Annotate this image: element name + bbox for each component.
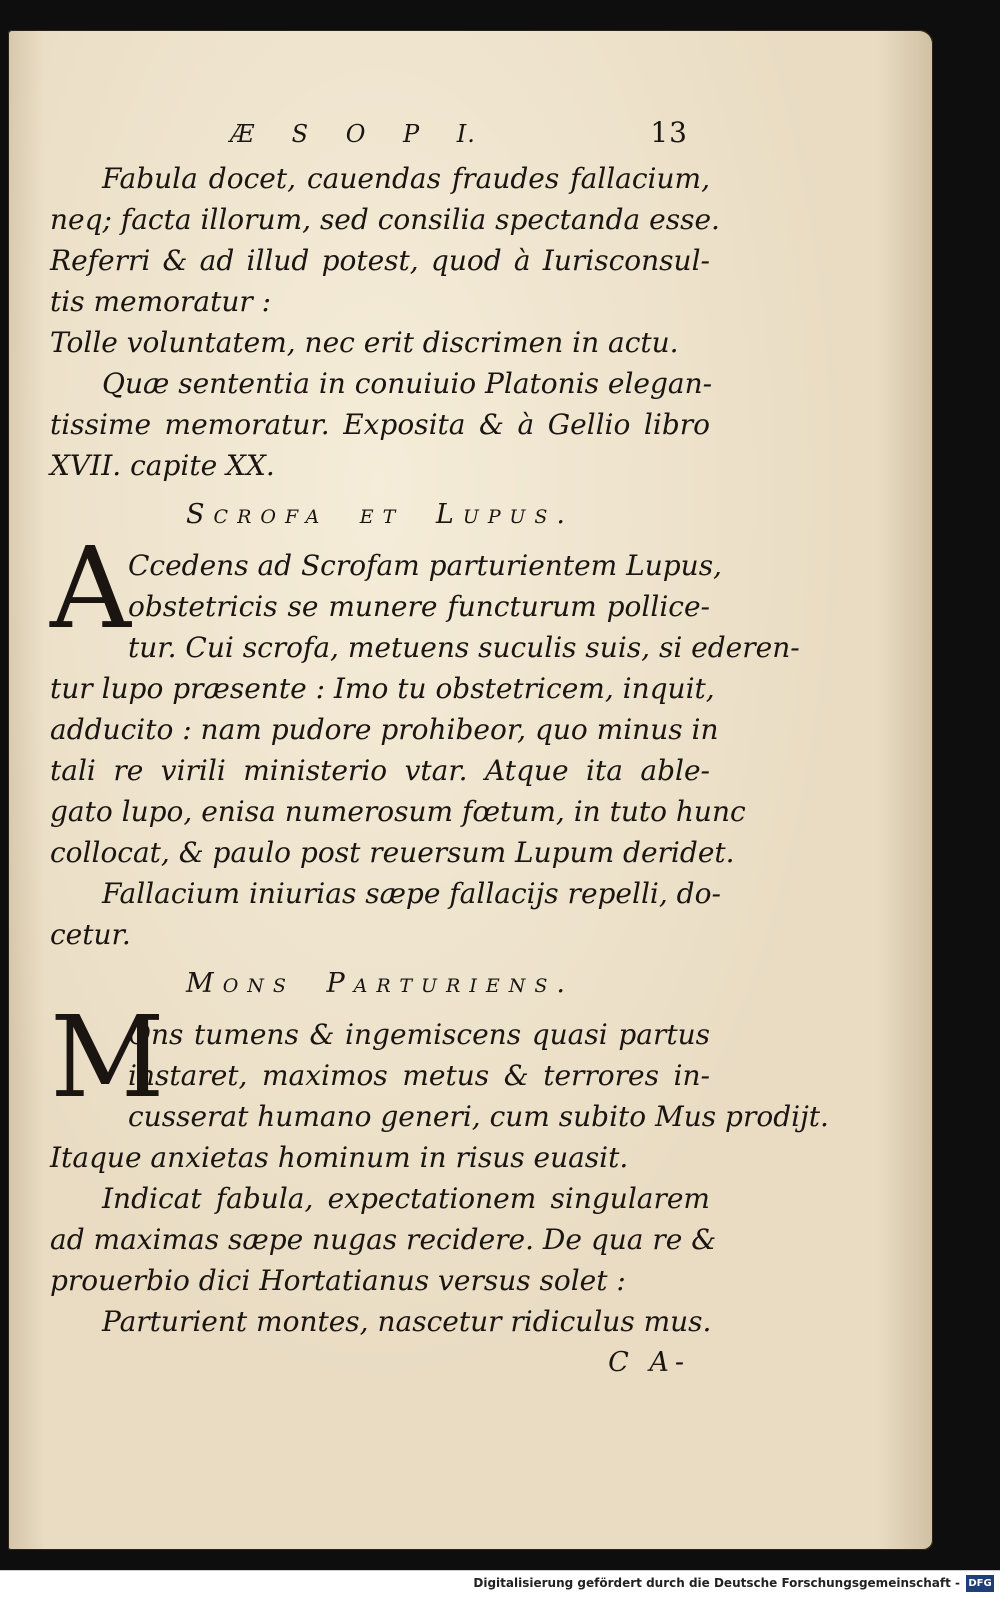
verse-line: Parturient montes, nascetur ridiculus mus. — [102, 1305, 712, 1338]
text-line: tur. Cui scrofa, metuens suculis suis, si ederen- — [128, 631, 800, 664]
text-line: collocat, & paulo post reuersum Lupum deridet. — [50, 836, 735, 869]
text-line: tissime memoratur. Exposita & à Gellio libro — [50, 408, 710, 441]
footer-credit: Digitalisierung gefördert durch die Deutsche Forschungsgemeinschaft - — [473, 1576, 960, 1590]
text-line: Indicat fabula, expectationem singularem — [102, 1182, 710, 1215]
text-line: Quæ sententia in conuiuio Platonis elegan- — [102, 367, 713, 400]
text-line: adducito : nam pudore prohibeor, quo minus in — [50, 713, 719, 746]
footer-banner — [0, 1570, 1000, 1597]
fable-title: Mons Parturiens. — [186, 968, 574, 999]
running-head-title: Æ S O P I. — [230, 120, 476, 148]
running-head — [50, 110, 710, 158]
book-page — [8, 30, 933, 1550]
text-line: instaret, maximos metus & terrores in- — [128, 1059, 710, 1092]
page-text — [50, 110, 829, 1383]
text-line: cusserat humano generi, cum subito Mus prodijt. — [128, 1100, 829, 1133]
fable-scrofa-et-lupus — [50, 524, 800, 955]
drop-cap: M — [50, 993, 165, 1123]
catchword: C A- — [608, 1347, 690, 1378]
text-line: tis memoratur : — [50, 285, 272, 318]
fable-mons-parturiens — [50, 993, 829, 1342]
text-line: ad maximas sæpe nugas recidere. De qua re & — [50, 1223, 717, 1256]
text-line: gato lupo, enisa numerosum fœtum, in tuto hunc — [50, 795, 746, 828]
fable-title: Scrofa et Lupus. — [186, 499, 574, 530]
dfg-logo: DFG — [966, 1575, 994, 1592]
gellius-paragraph — [50, 363, 713, 486]
text-line: Ccedens ad Scrofam parturientem Lupus, — [128, 549, 722, 582]
text-line: Ons tumens & ingemiscens quasi partus — [128, 1018, 710, 1051]
text-line: obstetricis se munere functurum pollice- — [128, 590, 710, 623]
page-number: 13 — [650, 116, 688, 149]
text-line: Fallacium iniurias sæpe fallacijs repelli, do- — [102, 877, 721, 910]
quote-line: Tolle voluntatem, nec erit discrimen in actu. — [50, 326, 679, 359]
text-line: cetur. — [50, 918, 131, 951]
moral-paragraph — [50, 158, 720, 322]
text-line: Fabula docet, cauendas fraudes fallacium, — [102, 162, 710, 195]
text-line: tur lupo præsente : Imo tu obstetricem, inquit, — [50, 672, 715, 705]
text-line: tali re virili ministerio vtar. Atque ita able- — [50, 754, 710, 787]
text-line: XVII. capite XX. — [50, 449, 275, 482]
text-line: prouerbio dici Hortatianus versus solet : — [50, 1264, 626, 1297]
text-line: Referri & ad illud potest, quod à Iurisconsul- — [50, 244, 710, 277]
text-line: neq; facta illorum, sed consilia spectanda esse. — [50, 203, 720, 236]
text-line: Itaque anxietas hominum in risus euasit. — [50, 1141, 629, 1174]
drop-cap: A — [50, 524, 131, 654]
